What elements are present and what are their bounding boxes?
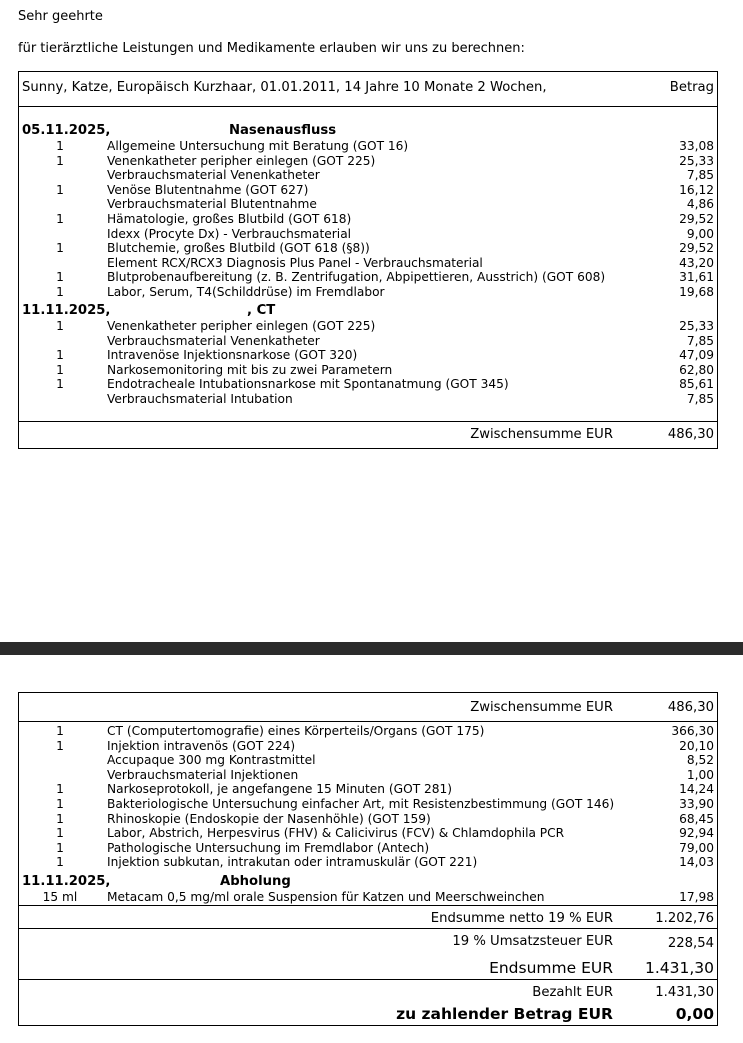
line-item-amount: 16,12	[679, 182, 714, 197]
line-item-description: Verbrauchsmaterial Intubation	[107, 391, 293, 406]
visit-1	[19, 123, 717, 300]
visit-title: Abholung	[220, 874, 291, 889]
line-item-amount: 31,61	[679, 270, 714, 285]
line-item-qty: 1	[56, 855, 64, 870]
line-item-amount: 9,00	[686, 226, 714, 241]
line-item-description: Hämatologie, großes Blutbild (GOT 618)	[107, 211, 352, 226]
line-item-description: Blutchemie, großes Blutbild (GOT 618 (§8))	[107, 241, 370, 256]
visit-3	[19, 874, 717, 905]
vat-value: 228,54	[667, 936, 714, 951]
line-item-qty: 1	[56, 724, 64, 738]
line-item-qty: 1	[56, 362, 64, 377]
line-item-amount: 14,24	[679, 782, 714, 797]
page-separator	[0, 642, 743, 655]
intro-text: für tierärztliche Leistungen und Medikamente erlauben wir uns zu berechnen:	[18, 41, 525, 56]
line-item-description: Metacam 0,5 mg/ml orale Suspension für Katzen und Meerschweinchen	[107, 890, 545, 904]
gross-total-value: 1.431,30	[644, 959, 714, 977]
divider	[19, 721, 717, 722]
visit-header	[19, 123, 717, 139]
visit-header	[19, 303, 717, 319]
page-2-items	[19, 724, 717, 870]
line-item-qty: 1	[56, 782, 64, 797]
line-item-amount: 85,61	[679, 377, 714, 392]
gross-total-label: Endsumme EUR	[489, 959, 613, 977]
visit-2	[19, 303, 717, 407]
line-item-amount: 29,52	[679, 211, 714, 226]
line-item-qty: 1	[56, 840, 64, 855]
paid-label: Bezahlt EUR	[532, 985, 613, 1000]
line-item-description: Labor, Abstrich, Herpesvirus (FHV) & Calicivirus (FCV) & Chlamdophila PCR	[107, 826, 565, 841]
line-item-amount: 366,30	[671, 724, 714, 738]
amount-due-value: 0,00	[675, 1005, 714, 1023]
line-item-amount: 7,85	[686, 333, 714, 348]
divider	[19, 979, 717, 980]
line-item-qty: 1	[56, 348, 64, 363]
line-item-qty: 1	[56, 811, 64, 826]
carry-over-label: Zwischensumme EUR	[470, 700, 613, 715]
line-item-amount: 17,98	[679, 890, 714, 904]
line-item	[19, 753, 717, 768]
line-item-qty: 1	[56, 211, 64, 226]
line-item-qty: 15 ml	[42, 890, 78, 904]
line-item	[19, 334, 717, 349]
line-item-description: Pathologische Untersuchung im Fremdlabor (Antech)	[107, 840, 430, 855]
visit-date: 05.11.2025,	[22, 123, 111, 138]
line-item-description: Venöse Blutentnahme (GOT 627)	[107, 182, 309, 197]
line-item	[19, 392, 717, 407]
line-item-description: Rhinoskopie (Endoskopie der Nasenhöhle) (GOT 159)	[107, 811, 431, 826]
line-item-amount: 7,85	[686, 168, 714, 183]
line-item-amount: 19,68	[679, 284, 714, 299]
line-item-qty: 1	[56, 377, 64, 392]
line-item-amount: 43,20	[679, 255, 714, 270]
line-item	[19, 285, 717, 300]
line-item-description: Injektion subkutan, intrakutan oder intramuskulär (GOT 221)	[107, 855, 478, 870]
line-item-qty: 1	[56, 153, 64, 168]
line-item-description: Allgemeine Untersuchung mit Beratung (GOT 16)	[107, 139, 409, 153]
divider	[19, 421, 717, 422]
visit-1-items	[19, 139, 717, 300]
line-item	[19, 812, 717, 827]
line-item-description: Blutprobenaufbereitung (z. B. Zentrifugation, Abpipettieren, Ausstrich) (GOT 608)	[107, 270, 606, 285]
line-item-amount: 4,86	[686, 197, 714, 212]
line-item-amount: 7,85	[686, 391, 714, 406]
visit-date: 11.11.2025,	[22, 874, 111, 889]
line-item	[19, 797, 717, 812]
line-item-amount: 8,52	[686, 753, 714, 768]
line-item-description: Verbrauchsmaterial Venenkatheter	[107, 333, 320, 348]
line-item-description: Endotracheale Intubationsnarkose mit Spontanatmung (GOT 345)	[107, 377, 509, 392]
line-item-amount: 92,94	[679, 826, 714, 841]
paid-value: 1.431,30	[655, 985, 714, 1000]
visit-title: , CT	[247, 303, 276, 318]
greeting: Sehr geehrte	[18, 9, 103, 24]
line-item	[19, 841, 717, 856]
line-item-amount: 79,00	[679, 840, 714, 855]
line-item	[19, 890, 717, 905]
subtotal-label: Zwischensumme EUR	[470, 427, 613, 442]
line-item	[19, 197, 717, 212]
line-item-qty: 1	[56, 738, 64, 753]
line-item-amount: 1,00	[686, 767, 714, 782]
line-item	[19, 168, 717, 183]
line-item-amount: 33,90	[679, 796, 714, 811]
invoice-table-page1	[18, 71, 718, 449]
line-item-qty: 1	[56, 139, 64, 153]
patient-info: Sunny, Katze, Europäisch Kurzhaar, 01.01.2011, 14 Jahre 10 Monate 2 Wochen,	[22, 80, 547, 95]
line-item	[19, 256, 717, 271]
line-item	[19, 826, 717, 841]
line-item-amount: 14,03	[679, 855, 714, 870]
line-item	[19, 782, 717, 797]
line-item	[19, 241, 717, 256]
vat-label: 19 % Umsatzsteuer EUR	[452, 934, 613, 949]
invoice-table-page2	[18, 692, 718, 1026]
line-item-description: Injektion intravenös (GOT 224)	[107, 738, 296, 753]
line-item-description: Labor, Serum, T4(Schilddrüse) im Fremdlabor	[107, 284, 385, 299]
line-item-description: Venenkatheter peripher einlegen (GOT 225)	[107, 319, 376, 333]
line-item	[19, 855, 717, 870]
visit-header	[19, 874, 717, 890]
net-total-value: 1.202,76	[655, 911, 714, 926]
line-item-description: CT (Computertomografie) eines Körperteils/Organs (GOT 175)	[107, 724, 485, 738]
line-item-amount: 33,08	[679, 139, 714, 153]
line-item	[19, 739, 717, 754]
line-item-qty: 1	[56, 241, 64, 256]
line-item-description: Venenkatheter peripher einlegen (GOT 225)	[107, 153, 376, 168]
visit-3-items	[19, 890, 717, 905]
line-item-amount: 29,52	[679, 241, 714, 256]
line-item	[19, 139, 717, 154]
visit-2-items	[19, 319, 717, 407]
line-item-qty: 1	[56, 182, 64, 197]
line-item-qty: 1	[56, 270, 64, 285]
line-item-qty: 1	[56, 826, 64, 841]
visit-date: 11.11.2025,	[22, 303, 111, 318]
line-item-description: Accupaque 300 mg Kontrastmittel	[107, 753, 316, 768]
line-item	[19, 270, 717, 285]
line-item-qty: 1	[56, 284, 64, 299]
line-item-description: Verbrauchsmaterial Blutentnahme	[107, 197, 317, 212]
line-item	[19, 377, 717, 392]
line-item	[19, 227, 717, 242]
line-item-amount: 62,80	[679, 362, 714, 377]
line-item-description: Narkosemonitoring mit bis zu zwei Parametern	[107, 362, 393, 377]
line-item-description: Verbrauchsmaterial Venenkatheter	[107, 168, 320, 183]
line-item-description: Bakteriologische Untersuchung einfacher Art, mit Resistenzbestimmung (GOT 146)	[107, 796, 615, 811]
line-item	[19, 183, 717, 198]
line-item	[19, 724, 717, 739]
subtotal-value: 486,30	[667, 427, 714, 442]
line-item	[19, 768, 717, 783]
line-item	[19, 363, 717, 378]
divider	[19, 905, 717, 906]
divider	[19, 106, 717, 107]
line-item-description: Element RCX/RCX3 Diagnosis Plus Panel - Verbrauchsmaterial	[107, 255, 483, 270]
carry-over-value: 486,30	[667, 700, 714, 715]
line-item-qty: 1	[56, 796, 64, 811]
line-item-description: Narkoseprotokoll, je angefangene 15 Minuten (GOT 281)	[107, 782, 453, 797]
amount-due-label: zu zahlender Betrag EUR	[396, 1005, 613, 1023]
line-item	[19, 154, 717, 169]
line-item-amount: 68,45	[679, 811, 714, 826]
line-item	[19, 348, 717, 363]
line-item-description: Idexx (Procyte Dx) - Verbrauchsmaterial	[107, 226, 352, 241]
amount-column-header: Betrag	[669, 80, 714, 95]
line-item-description: Intravenöse Injektionsnarkose (GOT 320)	[107, 348, 358, 363]
visit-title: Nasenausfluss	[229, 123, 337, 138]
line-item	[19, 212, 717, 227]
line-item-amount: 25,33	[679, 319, 714, 333]
line-item-amount: 25,33	[679, 153, 714, 168]
net-total-label: Endsumme netto 19 % EUR	[430, 911, 613, 926]
line-item-amount: 47,09	[679, 348, 714, 363]
line-item-description: Verbrauchsmaterial Injektionen	[107, 767, 299, 782]
line-item	[19, 319, 717, 334]
divider	[19, 928, 717, 929]
line-item-qty: 1	[56, 319, 64, 333]
line-item-amount: 20,10	[679, 738, 714, 753]
